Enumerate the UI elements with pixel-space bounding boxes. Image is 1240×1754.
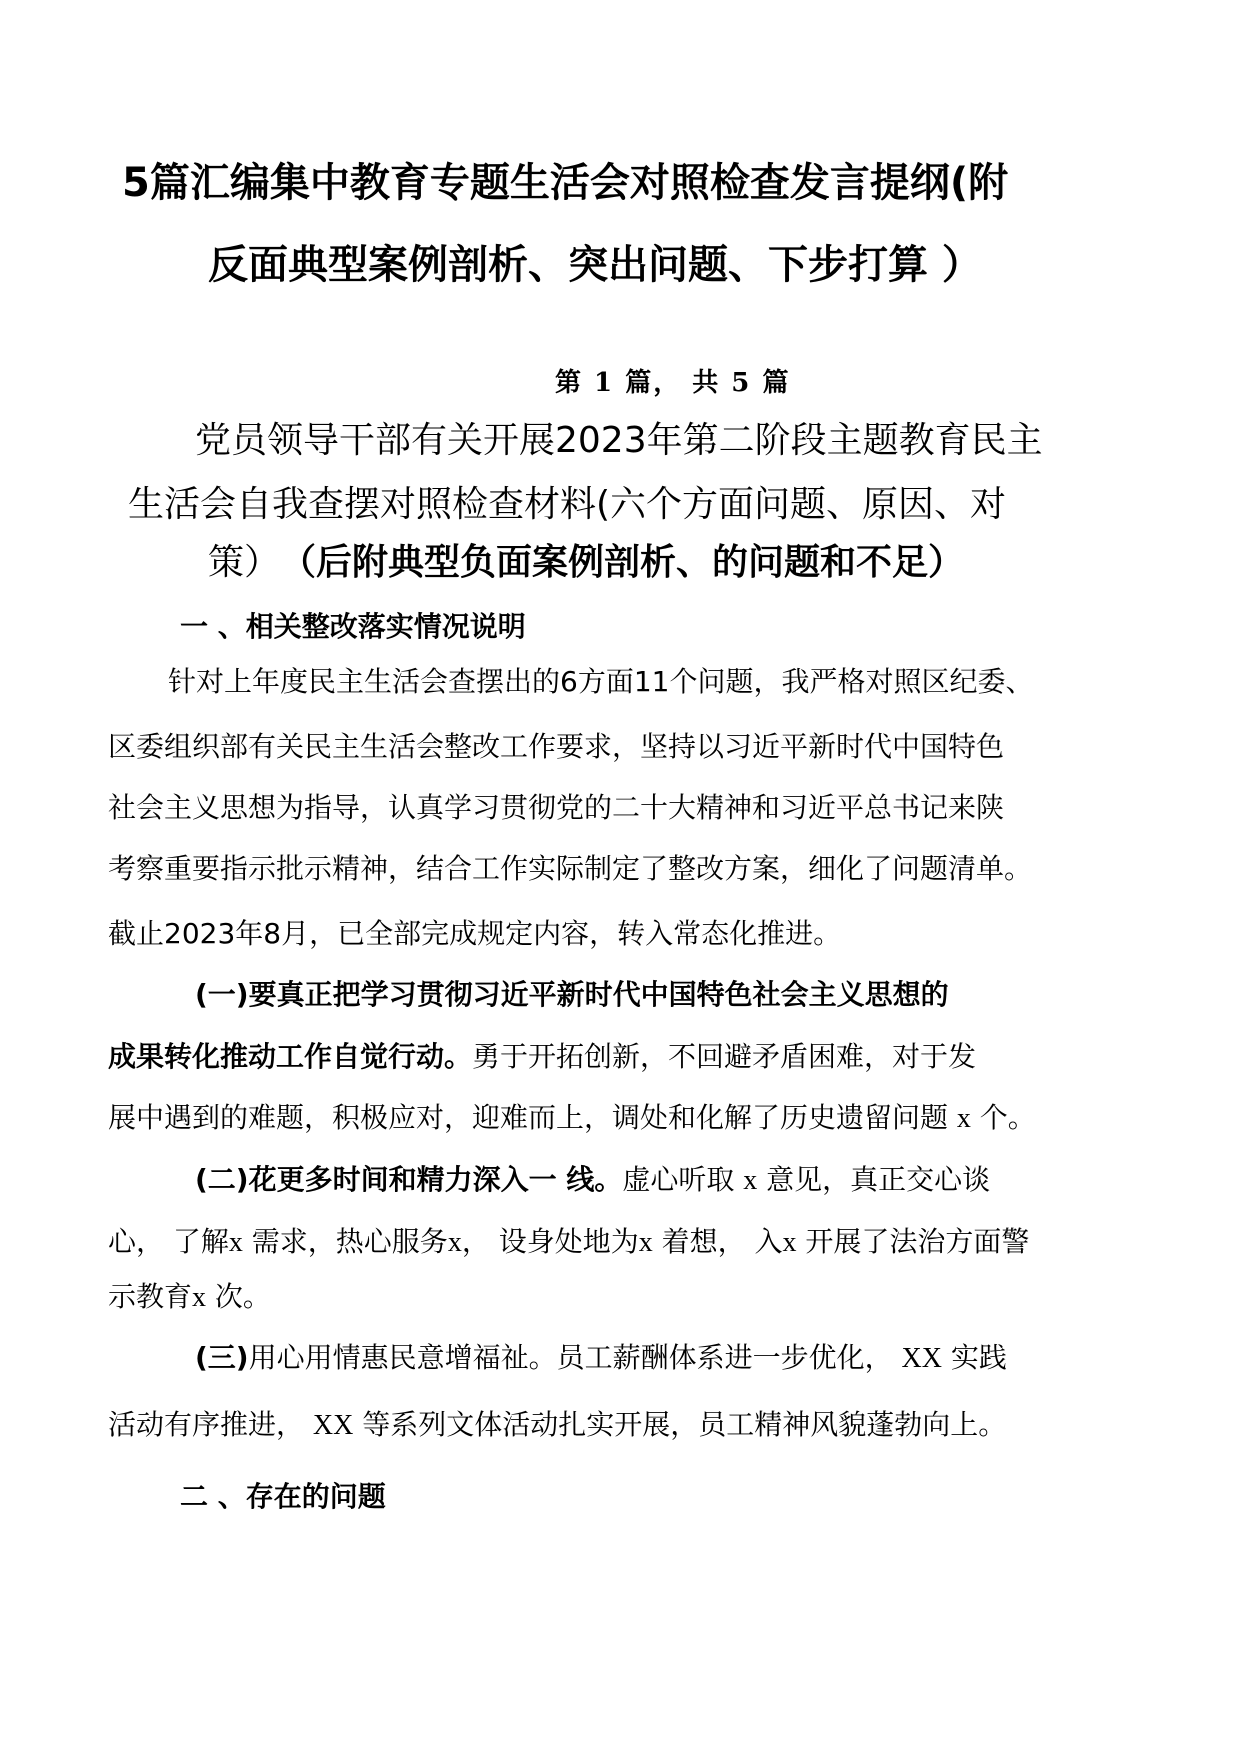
item2-line3-text-b: 次。 — [206, 1280, 271, 1313]
item1-line3-text-a: 展中遇到的难题，积极应对，迎难而上，调处和化解了历史遗留问题 — [108, 1101, 957, 1134]
article-title-line3 — [208, 542, 965, 583]
item1-line3-text-b: 个。 — [970, 1101, 1036, 1134]
article-title-line2: 生活会自我查摆对照检查材料(六个方面问题、原因、对 — [128, 484, 1007, 525]
article-title-line3-bold: （后附典型负面案例剖析、的问题和不足） — [298, 542, 965, 583]
section1-paragraph-line1: 针对上年度民主生活会查摆出的6方面11个问题，我严格对照区纪委、 — [168, 665, 1034, 698]
item3-line1-text-b: 实践 — [941, 1341, 1007, 1374]
section2-heading: 二 、存在的问题 — [180, 1480, 386, 1513]
section1-paragraph-line2: 区委组织部有关民主生活会整改工作要求，坚持以习近平新时代中国特色 — [108, 730, 1005, 763]
item3-line2-text-b: 等系列文体活动扎实开展，员工精神风貌蓬勃向上。 — [353, 1408, 1007, 1441]
item2-line3-x: x — [192, 1282, 207, 1313]
item1-line2 — [108, 1040, 977, 1073]
item2-line2-x2: x — [447, 1227, 462, 1258]
item2-line1-text-b: 意见，真正交心谈 — [757, 1163, 991, 1196]
item3-line1-bold: (三) — [195, 1341, 249, 1374]
item2-line2-text-e: 开展了法治方面警 — [796, 1225, 1030, 1258]
section1-paragraph-line4: 考察重要指示批示精神，结合工作实际制定了整改方案，细化了问题清单。 — [108, 852, 1033, 885]
item1-line2-regular: 勇于开拓创新，不回避矛盾困难，对于发 — [472, 1040, 977, 1073]
item2-line2 — [108, 1225, 1030, 1258]
document-subtitle: 第 1 篇， 共 5 篇 — [555, 368, 791, 398]
section1-paragraph-line5: 截止2023年8月，已全部完成规定内容，转入常态化推进。 — [108, 917, 842, 950]
item1-line2-bold: 成果转化推动工作自觉行动。 — [108, 1040, 473, 1073]
article-title-line1: 党员领导干部有关开展2023年第二阶段主题教育民主 — [195, 420, 1043, 461]
item2-line2-text-d: 着想， 入 — [652, 1225, 783, 1258]
item2-line1-text-a: 虚心听取 — [622, 1163, 744, 1196]
article-title-line3-regular: 策） — [208, 542, 281, 583]
item3-line1 — [195, 1341, 1007, 1374]
item2-line2-text-c: ， 设身处地为 — [461, 1225, 639, 1258]
item2-line2-x3: x — [638, 1227, 653, 1258]
item2-line3 — [108, 1280, 271, 1313]
item3-line2 — [108, 1408, 1007, 1441]
item2-line2-text-b: 需求，热心服务 — [242, 1225, 448, 1258]
section1-paragraph-line3: 社会主义思想为指导，认真学习贯彻党的二十大精神和习近平总书记来陕 — [108, 791, 1005, 824]
item2-line2-x4: x — [782, 1227, 797, 1258]
item2-line2-text-a: 心， 了解 — [108, 1225, 229, 1258]
item2-line1-x: x — [743, 1165, 758, 1196]
item2-line1 — [195, 1163, 991, 1196]
item3-line2-text-a: 活动有序推进， — [108, 1408, 313, 1441]
item2-line1-bold: (二)花更多时间和精力深入一 线。 — [195, 1163, 623, 1196]
document-title-line1: 5篇汇编集中教育专题生活会对照检查发言提纲(附 — [122, 160, 1009, 206]
item2-line2-x1: x — [228, 1227, 243, 1258]
document-title-line2: 反面典型案例剖析、突出问题、下步打算 ） — [208, 242, 982, 288]
item3-line1-xx: XX — [901, 1343, 942, 1374]
item3-line1-text-a: 用心用情惠民意增福祉。员工薪酬体系进一步优化， — [248, 1341, 902, 1374]
item3-line2-xx: XX — [312, 1410, 354, 1441]
item2-line3-text-a: 示教育 — [108, 1280, 193, 1313]
section1-heading: 一 、相关整改落实情况说明 — [180, 610, 526, 643]
item1-line3-x: x — [956, 1103, 971, 1134]
item1-line1: (一)要真正把学习贯彻习近平新时代中国特色社会主义思想的 — [195, 978, 949, 1011]
item1-line3 — [108, 1101, 1036, 1134]
